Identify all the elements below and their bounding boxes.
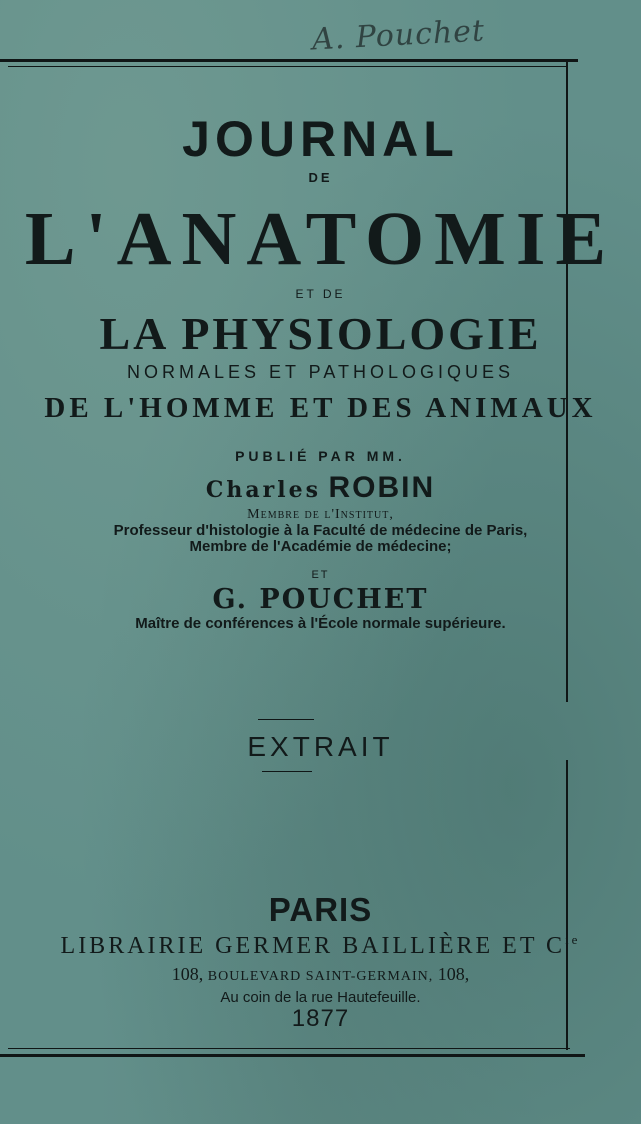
bottom-border-rule [0,1054,585,1057]
address-street: BOULEVARD SAINT-GERMAIN, [207,969,434,984]
author1-professeur: Professeur d'histologie à la Faculté de médecine de Paris, [113,522,528,539]
normales-subtitle: NORMALES ET PATHOLOGIQUES [126,362,515,382]
address-number-start: 108, [171,964,204,984]
extrait-label: EXTRAIT [247,731,394,762]
de-label: DE [308,170,333,185]
extrait-rule-bottom [262,771,312,772]
bottom-inner-rule [8,1048,570,1049]
author2-maitre: Maître de conférences à l'École normale supérieure. [135,615,506,632]
publisher-address [0,964,641,985]
publication-year: 1877 [291,1005,350,1032]
publie-par-label: PUBLIÉ PAR MM. [235,448,406,464]
anatomie-title: L'ANATOMIE [24,197,617,281]
et-de-label: ET DE [295,287,346,301]
journal-heading: JOURNAL [182,111,459,167]
publisher-name-sup: ie [565,932,581,947]
physiologie-title: LA PHYSIOLOGIE [99,308,542,359]
extrait-rule-top [258,719,314,720]
author2-name: G. POUCHET [212,584,429,615]
publisher-name-text: LIBRAIRIE GERMER BAILLIÈRE ET C [60,933,566,959]
handwritten-signature: A. Pouchet [311,13,486,58]
author1-last-name: ROBIN [328,471,436,504]
paris-city: PARIS [268,891,373,928]
author1-name [0,471,641,505]
publisher-corner: Au coin de la rue Hautefeuille. [220,989,421,1006]
publisher-name [0,932,641,960]
homme-animaux-subtitle: DE L'HOMME ET DES ANIMAUX [44,392,597,424]
author1-membre-institut: Membre de l'Institut, [247,507,394,522]
et-label: ET [311,569,330,581]
author1-academie: Membre de l'Académie de médecine; [189,538,452,555]
top-inner-rule [8,66,568,67]
author1-first-name: Charles [205,477,321,503]
top-border-rule [0,59,578,62]
address-number-end: 108, [437,964,470,984]
